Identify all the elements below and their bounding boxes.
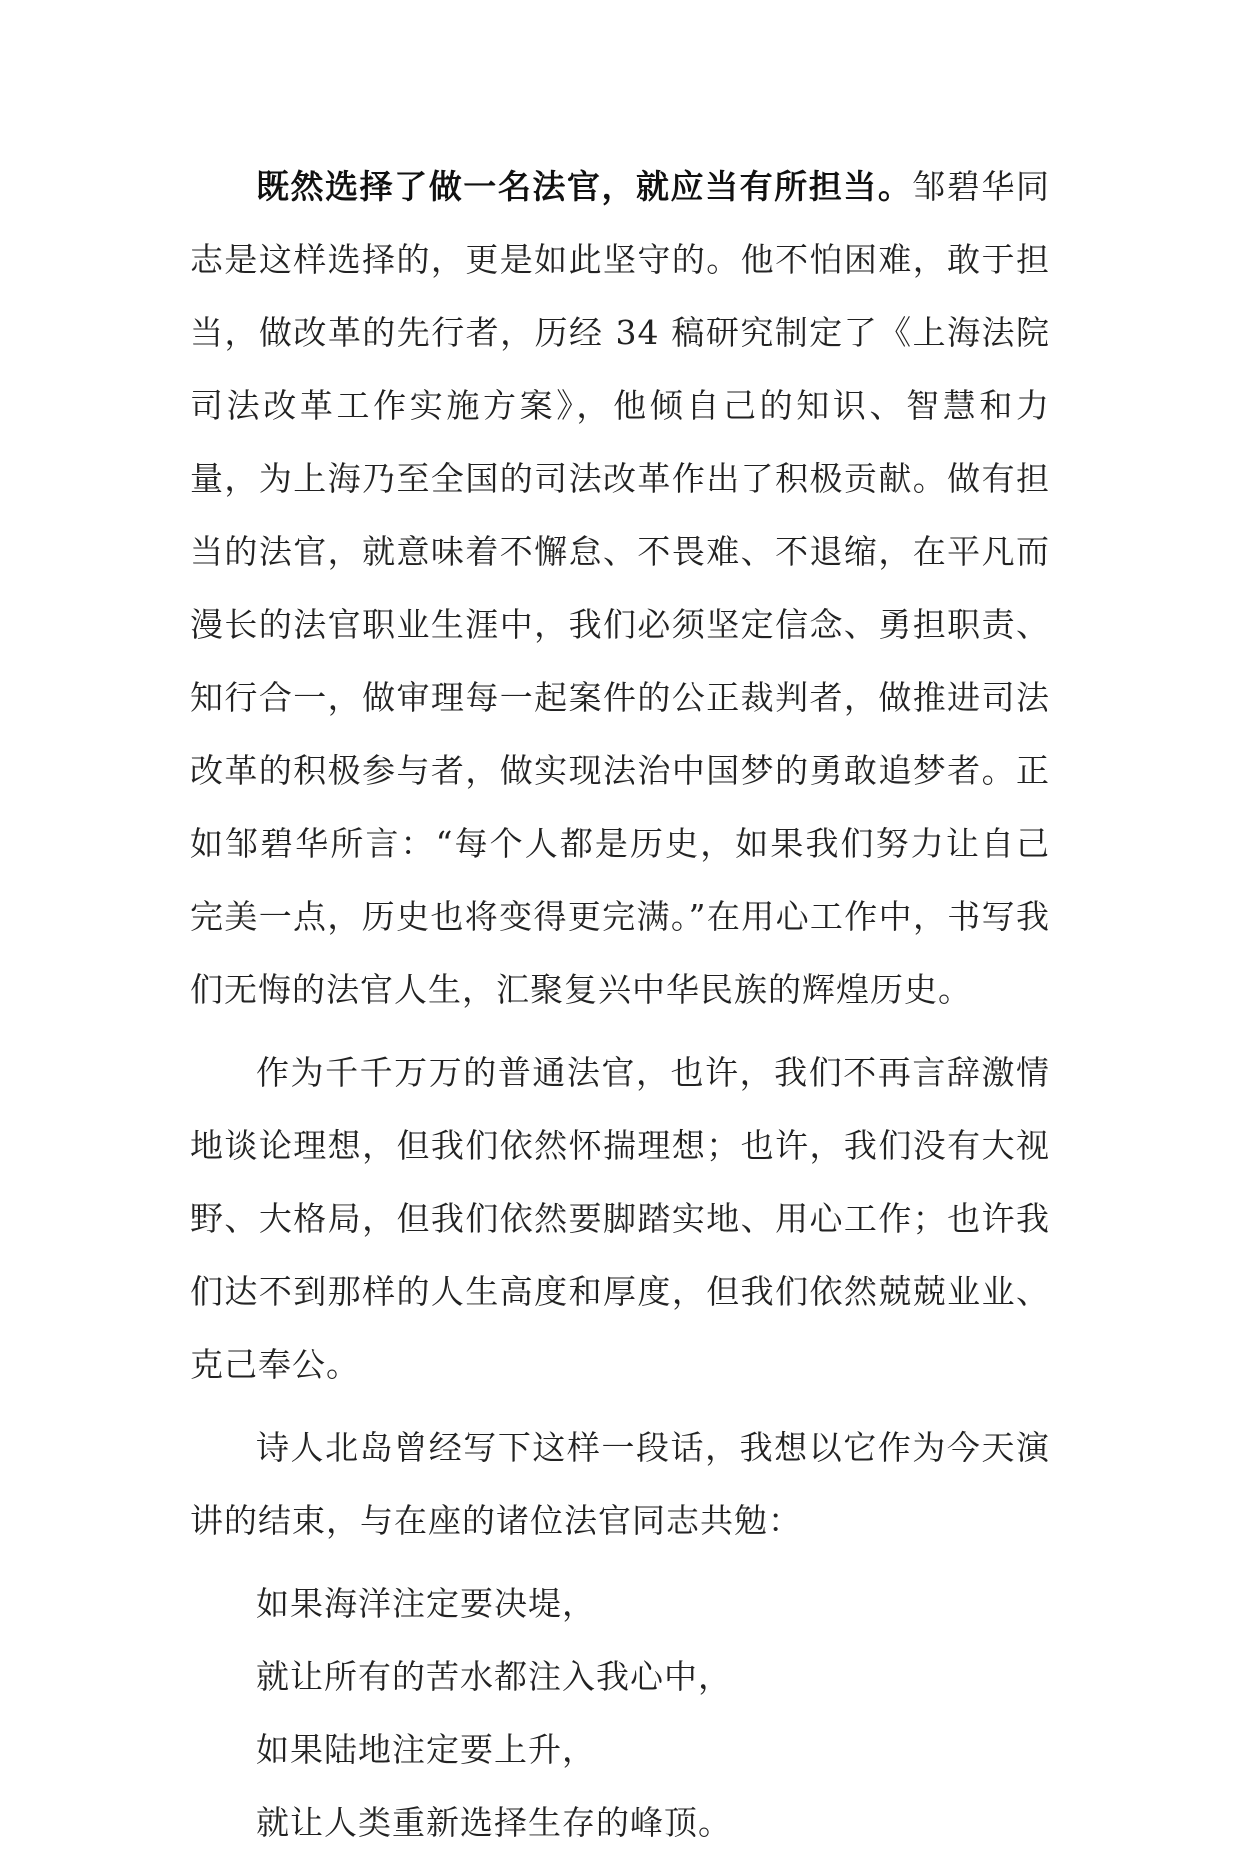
poem-line: 就让人类重新选择生存的峰顶。 (256, 1803, 732, 1842)
paragraph-ordinary-judges (190, 1036, 1050, 1401)
paragraph-lead-sentence: 既然选择了做一名法官，就应当有所担当。 (256, 167, 913, 206)
poem (190, 1567, 1050, 1859)
paragraph-text: 邹碧华同志是这样选择的，更是如此坚守的。他不怕困难，敢于担当，做改革的先行者，历经 34 稿研究制定了《上海法院司法改革工作实施方案》，他倾自己的知识、智慧和力量，为上海乃至全国的司法改革作出了积极贡献。做有担当的法官，就意味着不懈怠、不畏难、不退缩，在平凡而漫长的法官职业生涯中，我们必须坚定信念、勇担职责、知行合一，做审理每一起案件的公正裁判者，做推进司法改革的积极参与者，做实现法治中国梦的勇敢追梦者。正如邹碧华所言：“每个人都是历史，如果我们努力让自己完美一点，历史也将变得更完满。”在用心工作中，书写我们无悔的法官人生，汇聚复兴中华民族的辉煌历史。 (190, 167, 1051, 1009)
paragraph-poem-intro (190, 1411, 1050, 1557)
poem-line: 如果海洋注定要决堤， (256, 1584, 596, 1623)
speech-body (190, 150, 1050, 1859)
poem-line: 如果陆地注定要上升， (256, 1730, 596, 1769)
poem-line: 就让所有的苦水都注入我心中， (256, 1657, 732, 1696)
paragraph-text: 作为千千万万的普通法官，也许，我们不再言辞激情地谈论理想，但我们依然怀揣理想；也许，我们没有大视野、大格局，但我们依然要脚踏实地、用心工作；也许我们达不到那样的人生高度和厚度，但我们依然兢兢业业、克己奉公。 (190, 1053, 1050, 1384)
paragraph-responsibility (190, 150, 1050, 1026)
paragraph-text: 诗人北岛曾经写下这样一段话，我想以它作为今天演讲的结束，与在座的诸位法官同志共勉： (190, 1428, 1050, 1540)
